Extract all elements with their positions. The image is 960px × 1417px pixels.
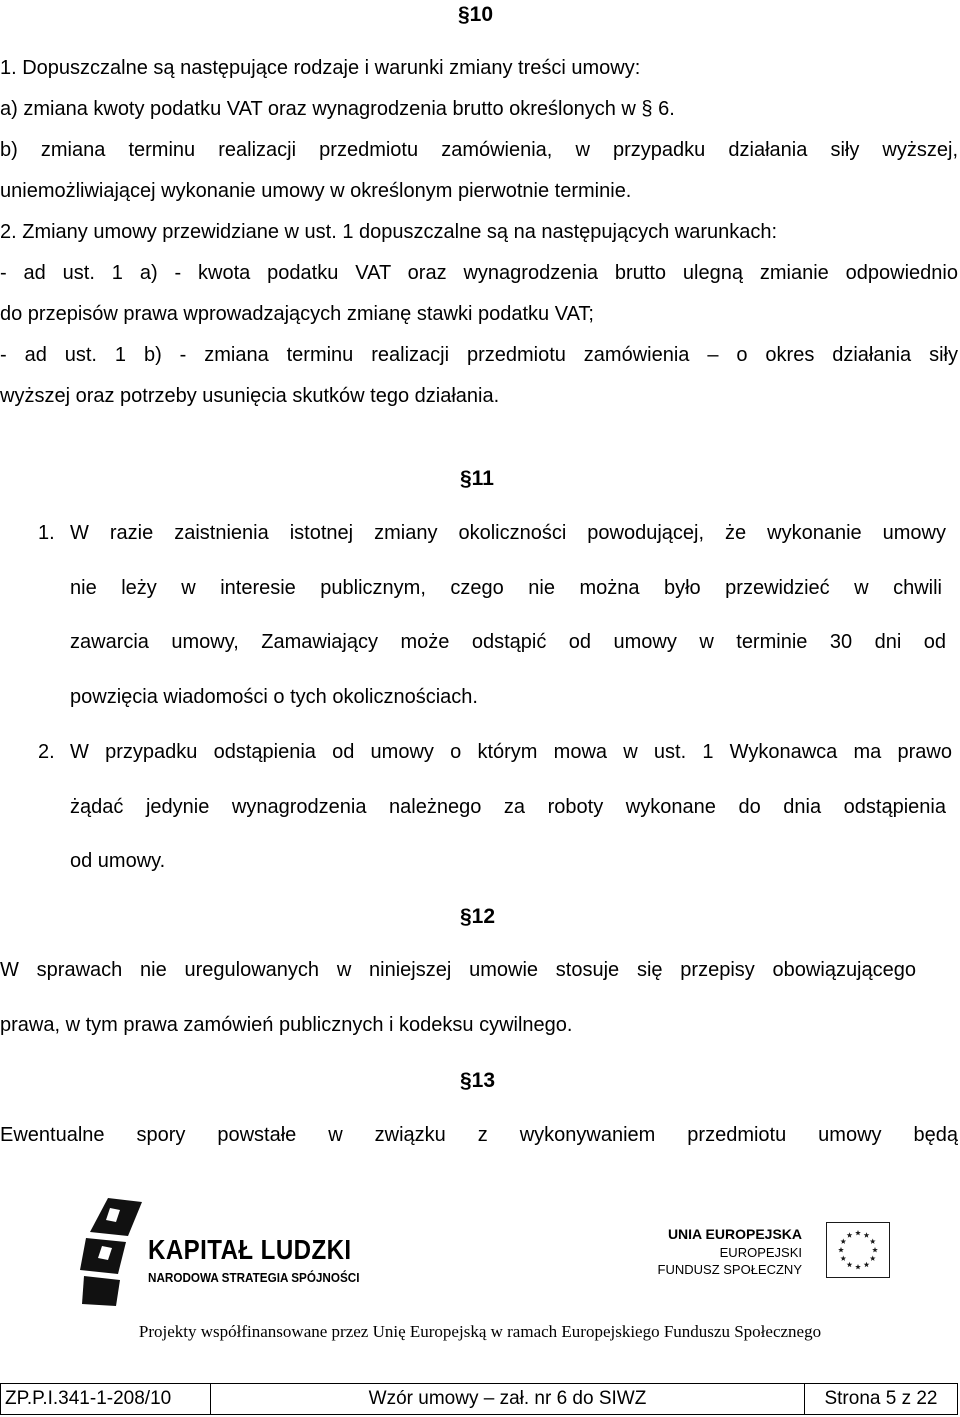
- section-12-heading: §12: [460, 905, 496, 928]
- s12-line-1: W sprawach nie uregulowanych w niniejszej umowie stosuje się przepisy obowiązującego: [0, 959, 916, 981]
- s11-item-1-line-3: zawarcia umowy, Zamawiający może odstąpić od umowy w terminie 30 dni od: [70, 631, 946, 653]
- s11-item-1-line-4: powzięcia wiadomości o tych okolicznościach.: [70, 686, 478, 708]
- s10-line-1: 1. Dopuszczalne są następujące rodzaje i warunki zmiany treści umowy:: [0, 57, 641, 79]
- section-11-heading: §11: [460, 467, 494, 490]
- eu-flag-icon: [826, 1222, 890, 1278]
- eu-line-2: EUROPEJSKI: [719, 1245, 802, 1260]
- s11-item-1-line-1: W razie zaistnienia istotnej zmiany okoliczności powodującej, że wykonanie umowy: [70, 522, 946, 544]
- section-10-heading: §10: [458, 3, 494, 26]
- footer-page-number: Strona 5 z 22: [824, 1388, 938, 1409]
- s11-item-2-number: 2.: [38, 741, 55, 763]
- s12-line-2: prawa, w tym prawa zamówień publicznych i kodeksu cywilnego.: [0, 1014, 573, 1036]
- s10-line-3: b) zmiana terminu realizacji przedmiotu zamówienia, w przypadku działania siły wyższej,: [0, 139, 958, 161]
- s10-line-9: wyższej oraz potrzeby usunięcia skutków tego działania.: [0, 385, 500, 407]
- kapital-ludzki-logo: [80, 1198, 360, 1308]
- s10-line-2: a) zmiana kwoty podatku VAT oraz wynagrodzenia brutto określonych w § 6.: [0, 98, 675, 120]
- kl-title: KAPITAŁ LUDZKI: [148, 1234, 352, 1265]
- footer-document-title: Wzór umowy – zał. nr 6 do SIWZ: [211, 1384, 805, 1414]
- s11-item-1-line-2: nie leży w interesie publicznym, czego nie można było przewidzieć w chwili: [70, 577, 942, 599]
- section-13-heading: §13: [460, 1069, 496, 1092]
- page-footer: [0, 1383, 958, 1415]
- s11-item-2-line-3: od umowy.: [70, 850, 166, 872]
- footer-reference: ZP.P.I.341-1-208/10: [1, 1384, 211, 1414]
- s10-line-8: - ad ust. 1 b) - zmiana terminu realizacji przedmiotu zamówienia – o okres działania siły: [0, 344, 958, 366]
- kapital-ludzki-emblem-icon: [80, 1198, 142, 1306]
- s11-item-1-number: 1.: [38, 522, 55, 544]
- s11-item-2-line-2: żądać jedynie wynagrodzenia należnego za roboty wykonane do dnia odstąpienia: [70, 796, 946, 818]
- s10-line-7: do przepisów prawa wprowadzających zmianę stawki podatku VAT;: [0, 303, 594, 325]
- s10-line-5: 2. Zmiany umowy przewidziane w ust. 1 dopuszczalne są na następujących warunkach:: [0, 221, 778, 243]
- eu-line-3: FUNDUSZ SPOŁECZNY: [657, 1262, 802, 1277]
- kl-subtitle: NARODOWA STRATEGIA SPÓJNOŚCI: [148, 1270, 360, 1285]
- s10-line-6: - ad ust. 1 a) - kwota podatku VAT oraz wynagrodzenia brutto ulegną zmianie odpowiednio: [0, 262, 958, 284]
- eu-title: UNIA EUROPEJSKA: [667, 1226, 802, 1242]
- s10-line-4: uniemożliwiającej wykonanie umowy w określonym pierwotnie terminie.: [0, 180, 632, 202]
- s11-item-2-line-1: W przypadku odstąpienia od umowy o którym mowa w ust. 1 Wykonawca ma prawo: [70, 741, 952, 763]
- cofinancing-caption: Projekty współfinansowane przez Unię Europejską w ramach Europejskiego Funduszu Społecznego: [138, 1322, 822, 1341]
- eu-efs-logo: [657, 1218, 890, 1290]
- s13-line-1: Ewentualne spory powstałe w związku z wykonywaniem przedmiotu umowy będą: [0, 1124, 958, 1146]
